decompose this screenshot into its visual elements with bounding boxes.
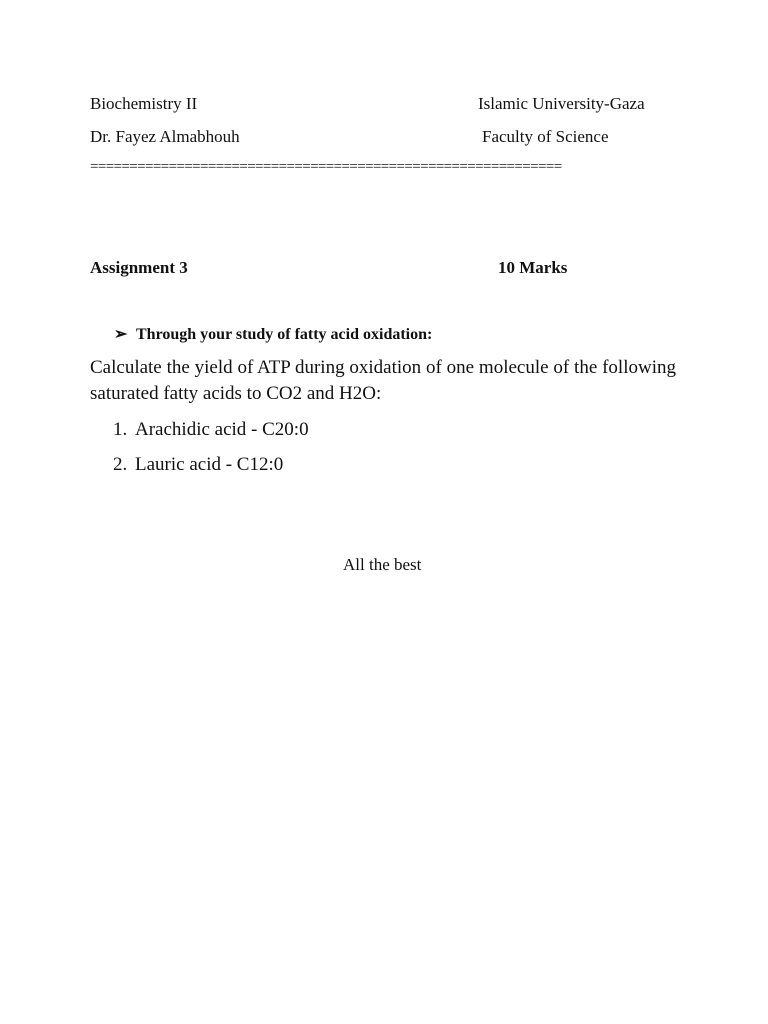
question-text: Calculate the yield of ATP during oxidation of one molecule of the following saturated fatty acids to CO2 and H2O: — [90, 357, 676, 404]
list-item — [113, 454, 283, 476]
list-item-text: Arachidic acid - C20:0 — [135, 419, 309, 440]
list-item-number: 1. — [113, 419, 128, 440]
list-item — [113, 419, 309, 441]
instruction-heading: Through your study of fatty acid oxidation: — [136, 326, 433, 343]
course-name: Biochemistry II — [90, 94, 198, 113]
instruction-heading-row — [114, 324, 432, 344]
assignment-title: Assignment 3 — [90, 258, 188, 277]
list-item-number: 2. — [113, 454, 128, 475]
faculty-name: Faculty of Science — [482, 127, 609, 146]
closing-remark: All the best — [343, 555, 422, 574]
assignment-marks: 10 Marks — [498, 258, 568, 277]
university-name: Islamic University-Gaza — [478, 94, 645, 113]
list-item-text: Lauric acid - C12:0 — [135, 454, 284, 475]
arrow-bullet-icon: ➢ — [114, 326, 128, 343]
instructor-name: Dr. Fayez Almabhouh — [90, 127, 240, 146]
header-divider: ============================================================ — [90, 160, 562, 175]
